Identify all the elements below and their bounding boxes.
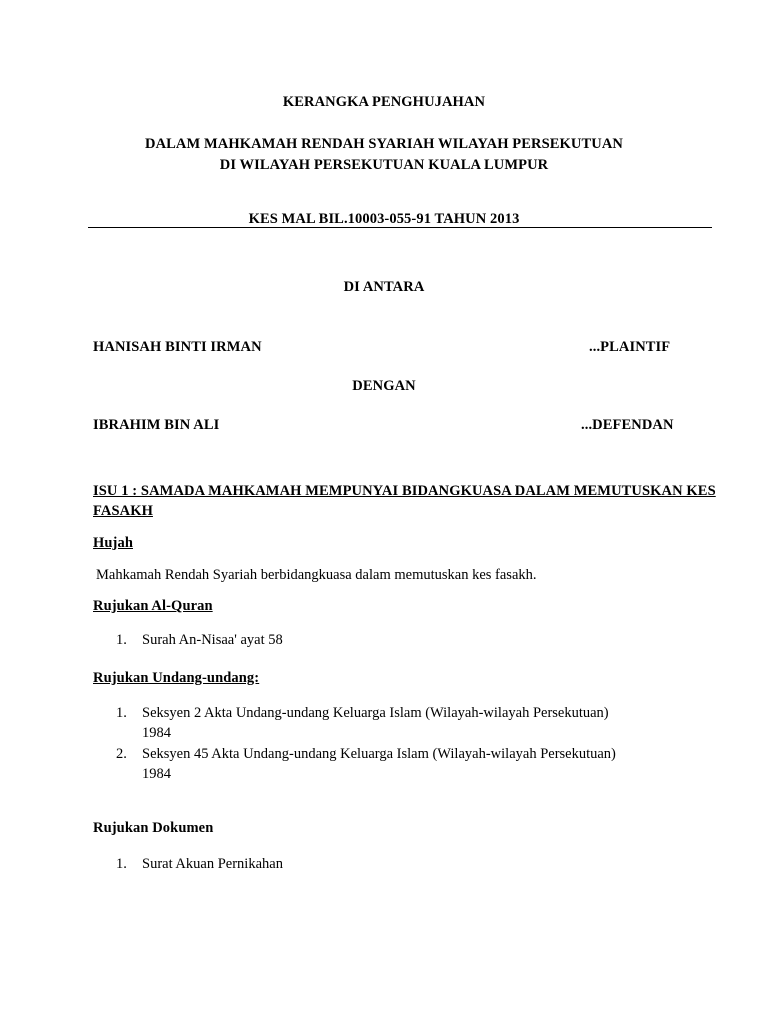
list-text: Seksyen 2 Akta Undang-undang Keluarga Islam (Wilayah-wilayah Persekutuan) [142,705,609,721]
list-number: 1. [116,705,127,721]
with-label: DENGAN [352,378,416,394]
list-item [116,744,691,784]
plaintiff-role: ...PLAINTIF [589,339,671,355]
law-heading: Rujukan Undang-undang: [93,670,260,686]
defendant-role: ...DEFENDAN [581,417,674,433]
list-number: 1. [116,856,127,872]
list-number: 2. [116,746,127,762]
list-text-continuation: 1984 [142,766,171,782]
quran-heading: Rujukan Al-Quran [93,598,213,614]
list-item [116,630,691,650]
plaintiff-name: HANISAH BINTI IRMAN [93,339,262,355]
list-item [116,854,691,874]
list-text: Seksyen 45 Akta Undang-undang Keluarga Islam (Wilayah-wilayah Persekutuan) [142,746,616,762]
list-text: Surah An-Nisaa' ayat 58 [142,632,283,648]
list-text-continuation: 1984 [142,725,171,741]
list-text: Surat Akuan Pernikahan [142,856,283,872]
list-number: 1. [116,632,127,648]
between-label: DI ANTARA [343,279,425,295]
document-ref-heading: Rujukan Dokumen [93,820,214,836]
issue-heading-line-2: FASAKH [93,503,153,519]
header-divider [88,227,712,228]
hujah-heading: Hujah [93,535,133,551]
court-name-line-2: DI WILAYAH PERSEKUTUAN KUALA LUMPUR [219,157,549,173]
defendant-name: IBRAHIM BIN ALI [93,417,220,433]
court-name-line-1: DALAM MAHKAMAH RENDAH SYARIAH WILAYAH PERSEKUTUAN [145,136,623,152]
hujah-text: Mahkamah Rendah Syariah berbidangkuasa dalam memutuskan kes fasakh. [96,567,537,583]
document-title: KERANGKA PENGHUJAHAN [282,94,486,110]
list-item [116,703,691,743]
issue-heading-line-1: ISU 1 : SAMADA MAHKAMAH MEMPUNYAI BIDANGKUASA DALAM MEMUTUSKAN KES [93,483,716,499]
case-number: KES MAL BIL.10003-055-91 TAHUN 2013 [248,211,520,227]
